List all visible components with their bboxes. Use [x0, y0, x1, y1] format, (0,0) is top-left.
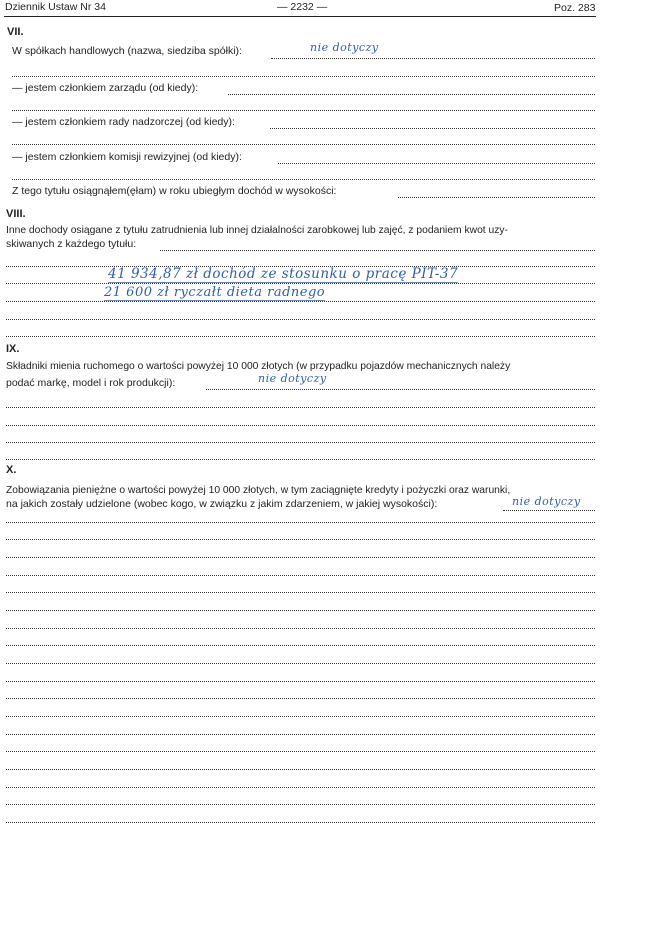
section-x-text-line2: na jakich zostały udzielone (wobec kogo, w związku z jakim zdarzeniem, w jakiej wysokości):	[6, 498, 438, 510]
audit-dotted-line-2	[12, 178, 595, 180]
x-dotted-line	[6, 627, 595, 629]
supervisory-member-label: — jestem członkiem rady nadzorczej (od kiedy):	[12, 116, 235, 128]
x-dotted-line	[6, 538, 595, 540]
x-dotted-line	[6, 697, 595, 699]
companies-dotted-line-2	[12, 75, 595, 77]
x-dotted-line-0	[503, 509, 595, 511]
section-x-text-line1: Zobowiązania pieniężne o wartości powyżej 10 000 złotych, w tym zaciągnięte kredyty i pożyczki oraz warunki,	[6, 485, 511, 496]
section-ix-heading: IX.	[6, 343, 20, 355]
viii-dotted-line-5	[6, 335, 595, 337]
x-dotted-line	[6, 662, 595, 664]
ix-dotted-line-4	[6, 458, 595, 460]
x-dotted-line	[6, 680, 595, 682]
companies-label: W spółkach handlowych (nazwa, siedziba spółki):	[12, 45, 242, 57]
x-dotted-line	[6, 750, 595, 752]
x-dotted-line	[6, 609, 595, 611]
audit-dotted-line	[278, 162, 595, 164]
x-dotted-line	[6, 644, 595, 646]
ix-dotted-line-0	[206, 388, 595, 390]
ix-handwritten-value: nie dotyczy	[258, 372, 327, 385]
x-dotted-line	[6, 521, 595, 523]
board-member-label: — jestem członkiem zarządu (od kiedy):	[12, 82, 199, 94]
audit-member-label: — jestem członkiem komisji rewizyjnej (od kiedy):	[12, 151, 242, 163]
x-dotted-line	[6, 803, 595, 805]
companies-handwritten-value: nie dotyczy	[310, 41, 379, 54]
viii-handwritten-entry-1: 41 934,87 zł dochód ze stosunku o pracę PIT-37	[108, 266, 459, 282]
x-dotted-line	[6, 556, 595, 558]
position-number: Poz. 283	[554, 2, 596, 14]
x-dotted-line	[6, 715, 595, 717]
board-dotted-line-2	[12, 109, 595, 111]
ix-dotted-line-3	[6, 441, 595, 443]
ix-dotted-line-1	[6, 406, 595, 408]
x-handwritten-value: nie dotyczy	[512, 495, 581, 508]
x-dotted-line	[6, 768, 595, 770]
viii-dotted-line-4	[6, 318, 595, 320]
section-viii-heading: VIII.	[6, 208, 26, 220]
journal-title: Dziennik Ustaw Nr 34	[5, 1, 106, 13]
board-dotted-line	[228, 93, 595, 95]
viii-dotted-line-0	[160, 249, 595, 251]
page-number: — 2232 —	[277, 1, 328, 13]
x-dotted-line	[6, 591, 595, 593]
supervisory-dotted-line	[270, 127, 595, 129]
section-x-heading: X.	[6, 464, 17, 476]
x-dotted-line	[6, 733, 595, 735]
companies-dotted-line	[271, 57, 595, 59]
header-rule	[4, 16, 596, 17]
income-label: Z tego tytułu osiągnąłem(ęłam) w roku ubiegłym dochód w wysokości:	[12, 185, 337, 197]
income-dotted-line	[398, 196, 595, 198]
section-vii-heading: VII.	[7, 26, 24, 38]
x-dotted-line	[6, 786, 595, 788]
section-ix-text-line1: Składniki mienia ruchomego o wartości powyżej 10 000 złotych (w przypadku pojazdów mechanicznych należy	[6, 361, 511, 372]
section-viii-text-line2: skiwanych z każdego tytułu:	[6, 238, 137, 250]
ix-dotted-line-2	[6, 424, 595, 426]
x-dotted-line	[6, 821, 595, 823]
section-viii-text-line1: Inne dochody osiągane z tytułu zatrudnienia lub innej działalności zarobkowej lub zajęć, z podaniem kwot uzy-	[6, 225, 508, 236]
x-dotted-line	[6, 574, 595, 576]
viii-handwritten-entry-2: 21 600 zł ryczałt dieta radnego	[104, 285, 326, 300]
supervisory-dotted-line-2	[12, 143, 595, 145]
section-ix-text-line2: podać markę, model i rok produkcji):	[6, 377, 176, 389]
